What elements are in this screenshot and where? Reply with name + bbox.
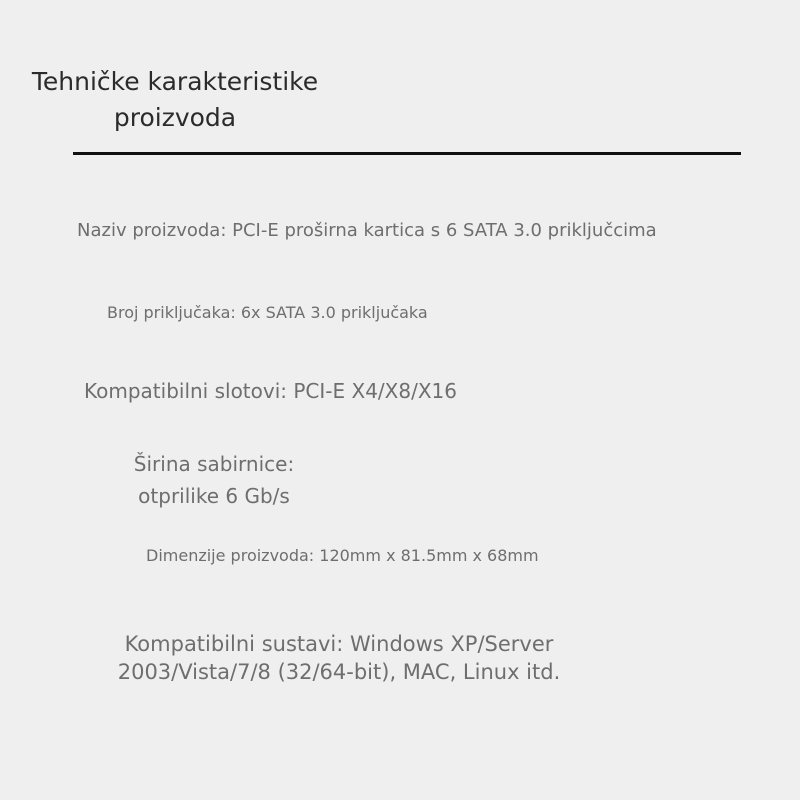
spec-bus-width <box>124 448 304 512</box>
spec-dimensions: Dimenzije proizvoda: 120mm x 81.5mm x 68mm <box>146 546 539 565</box>
spec-bus-width-line-2: otprilike 6 Gb/s <box>138 484 290 508</box>
title-divider <box>73 152 741 155</box>
spec-compatible-systems <box>100 630 578 686</box>
spec-compatible-systems-line-2: 2003/Vista/7/8 (32/64-bit), MAC, Linux itd. <box>117 660 561 684</box>
spec-bus-width-line-1: Širina sabirnice: <box>133 452 295 476</box>
page-title-line-2: proizvoda <box>113 103 237 132</box>
spec-port-count: Broj priključaka: 6x SATA 3.0 priključaka <box>107 303 428 322</box>
spec-compatible-slots: Kompatibilni slotovi: PCI-E X4/X8/X16 <box>84 379 457 403</box>
spec-product-name: Naziv proizvoda: PCI-E proširna kartica s 6 SATA 3.0 priključcima <box>77 220 657 241</box>
page-title <box>0 64 350 136</box>
page-title-line-1: Tehničke karakteristike <box>31 67 319 96</box>
spec-compatible-systems-line-1: Kompatibilni sustavi: Windows XP/Server <box>124 632 554 656</box>
